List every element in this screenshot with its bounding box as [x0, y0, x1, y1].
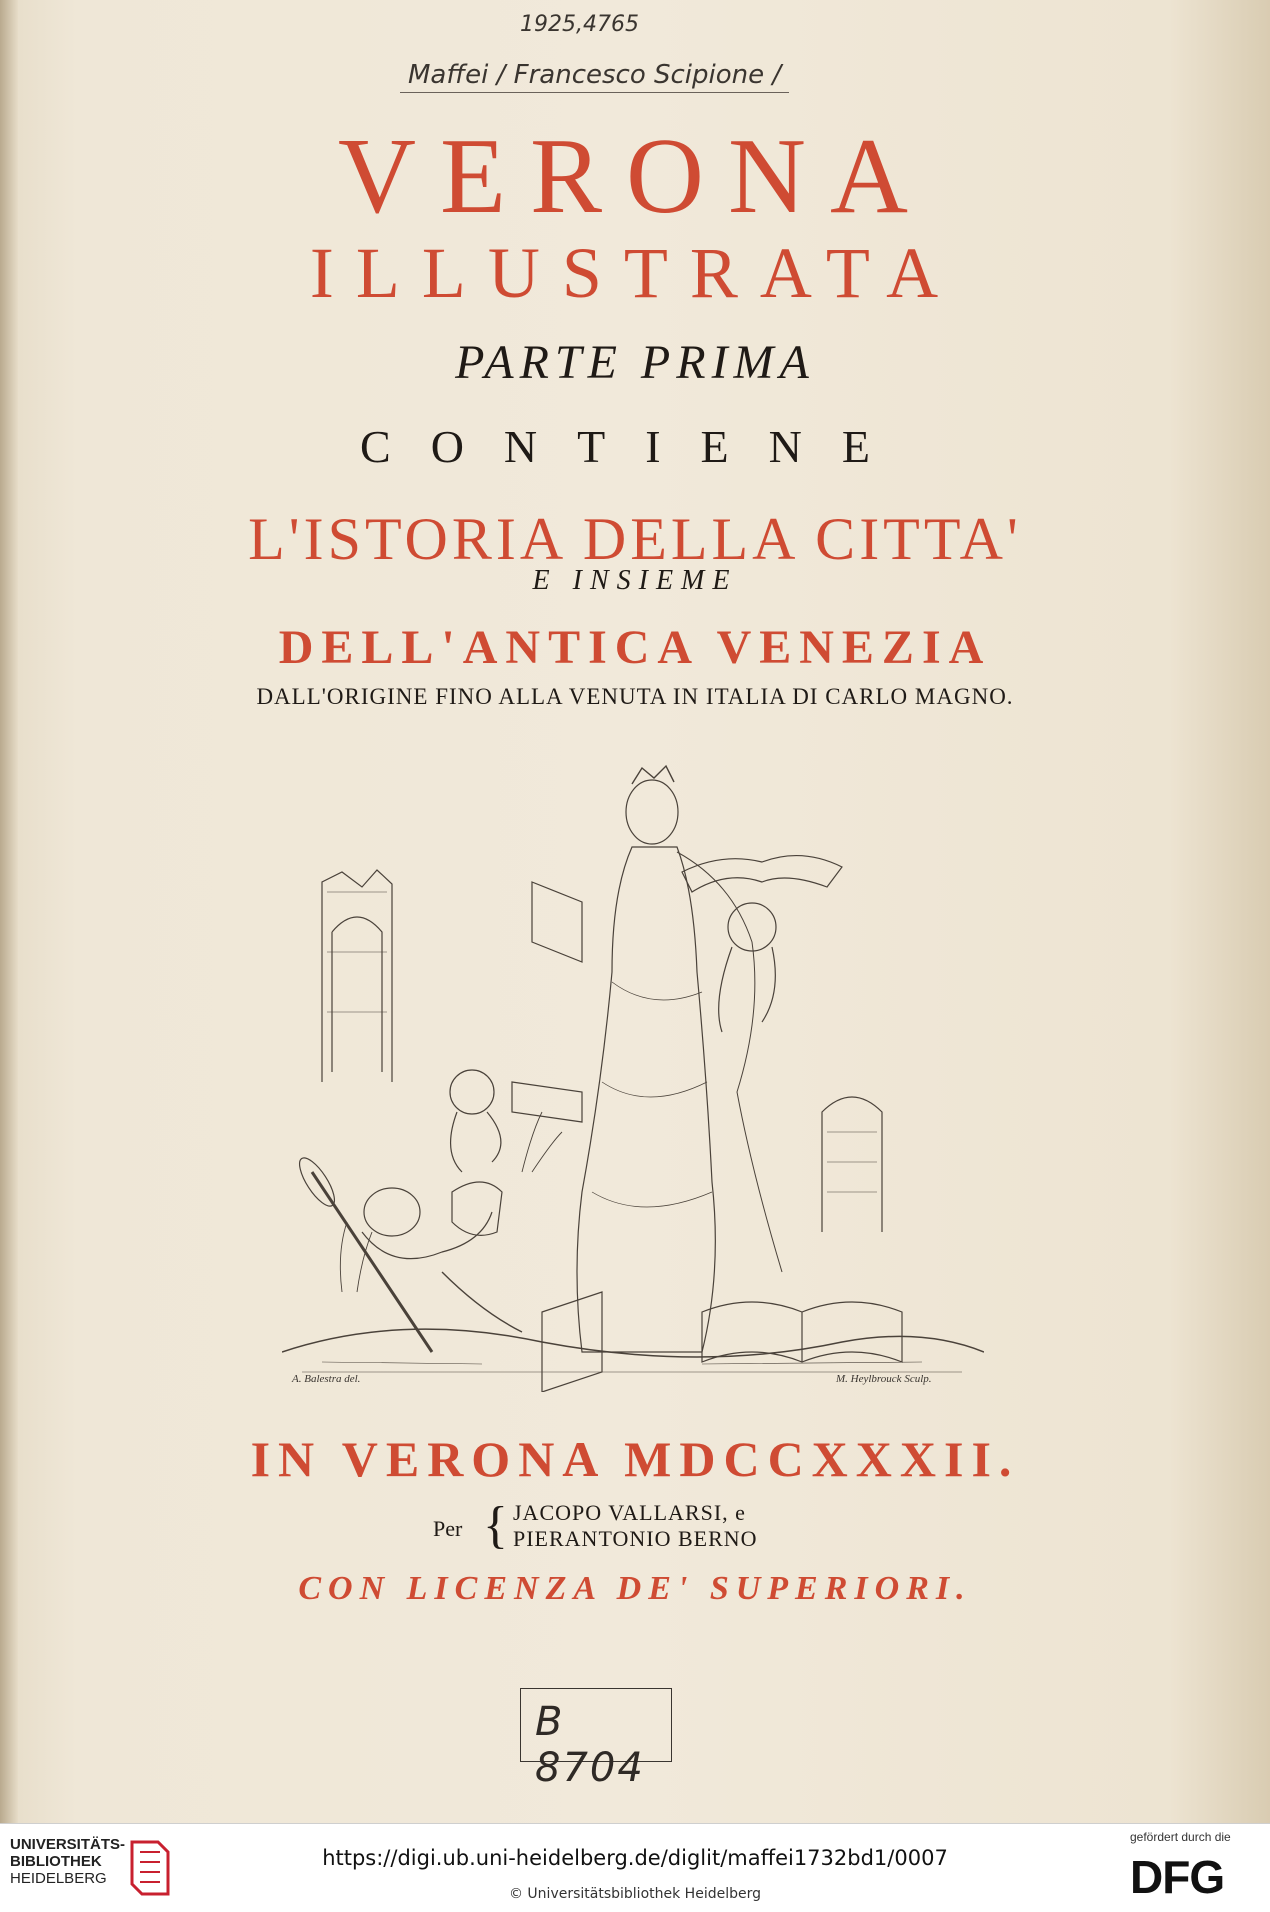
cherub-left [450, 1070, 494, 1114]
library-name: UNIVERSITÄTS- BIBLIOTHEK [10, 1836, 126, 1870]
title-verona: VERONA [338, 117, 932, 236]
engraver-credit: M. Heylbrouck Sculp. [836, 1373, 932, 1385]
imprint-place-date: IN VERONA MDCCXXXII. [250, 1431, 1020, 1487]
contiene: CONTIENE [360, 421, 910, 472]
copyright-notice: © Universitätsbibliothek Heidelberg [508, 1886, 761, 1902]
part-prima: PARTE PRIMA [455, 336, 815, 389]
handwritten-author-note: Maffei / Francesco Scipione / [400, 60, 789, 93]
antica-venezia: DELL'ANTICA VENEZIA [278, 621, 992, 674]
handwritten-accession-number: 1925,4765 [520, 12, 639, 37]
closed-book [542, 1292, 602, 1392]
held-book [532, 882, 582, 962]
oar [312, 1172, 432, 1352]
library-city: HEIDELBERG [10, 1870, 107, 1887]
printer-vallarsi: JACOPO VALLARSI, e [513, 1500, 746, 1525]
dfg-logo[interactable]: DFG [1130, 1851, 1225, 1903]
brace: { [483, 1497, 508, 1554]
funding-label: gefördert durch die [1130, 1830, 1231, 1844]
licenza-line: CON LICENZA DE' SUPERIORI. [298, 1570, 972, 1607]
flying-book [682, 856, 842, 892]
designer-credit: A. Balestra del. [292, 1373, 361, 1385]
shelfmark-text: B 8704 [535, 1699, 645, 1791]
ground [282, 1329, 984, 1357]
permalink-url[interactable]: https://digi.ub.uni-heidelberg.de/diglit/maffei1732bd1/0007 [322, 1846, 948, 1870]
ruin-wall-right [822, 1097, 882, 1232]
printer-berno: PIERANTONIO BERNO [513, 1526, 758, 1551]
istoria-della-citta: L'ISTORIA DELLA CITTA' [248, 506, 1022, 572]
dall-origine-line: DALL'ORIGINE FINO ALLA VENUTA IN ITALIA DI CARLO MAGNO. [256, 684, 1014, 709]
figure-body [577, 847, 715, 1352]
figure-head [626, 780, 678, 844]
title-illustrata: ILLUSTRATA [309, 233, 961, 313]
viewer-footer [0, 1823, 1270, 1912]
river-god-head [364, 1188, 420, 1236]
allegorical-engraving [282, 752, 984, 1392]
e-insieme: E INSIEME [532, 565, 738, 596]
per-label: Per [433, 1516, 463, 1541]
shelfmark-label [520, 1688, 672, 1791]
